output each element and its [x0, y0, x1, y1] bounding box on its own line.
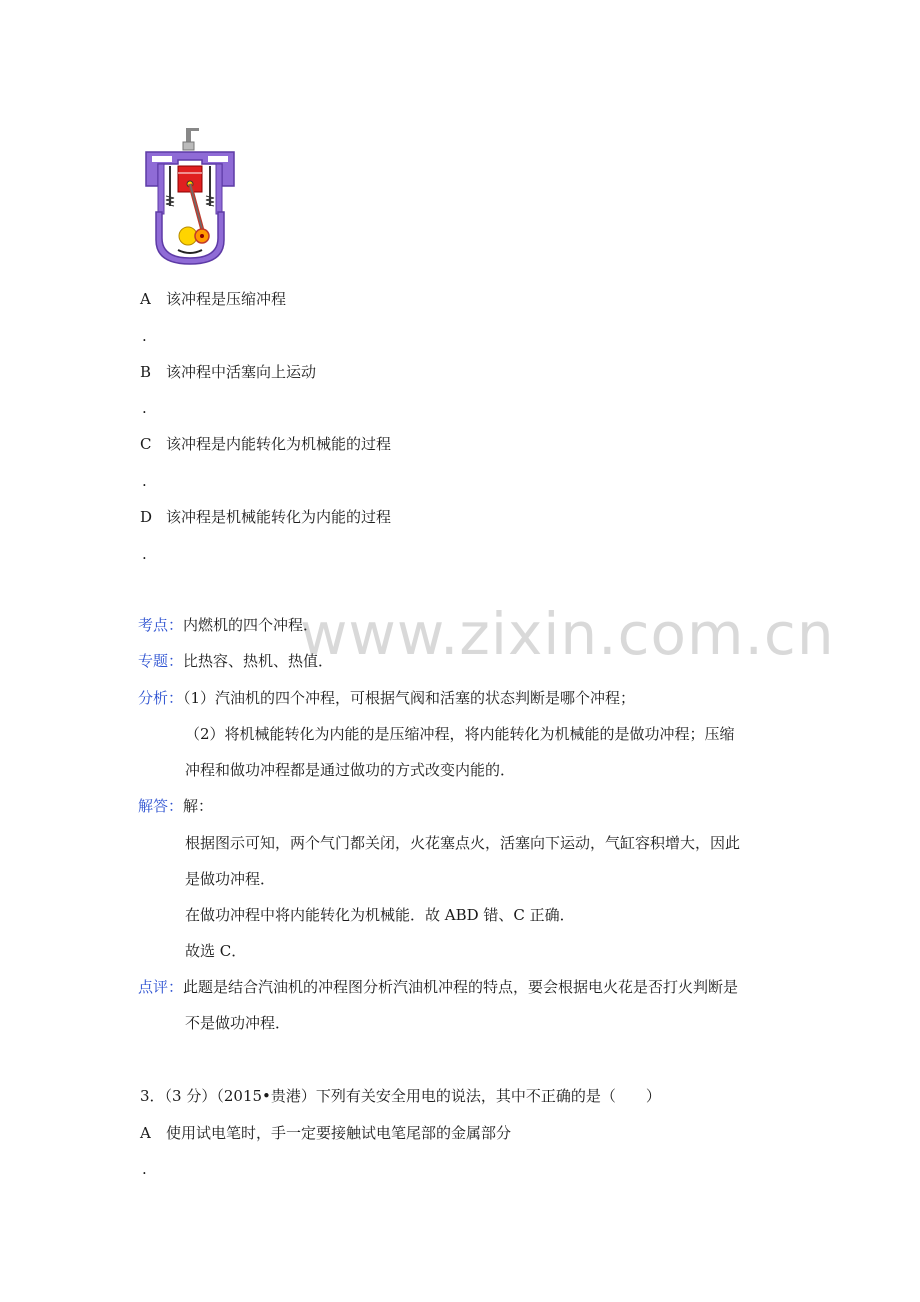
- q3-option-a: [140, 1123, 511, 1143]
- question-3-stem: 3．（3 分）（2015•贵港）下列有关安全用电的说法，其中不正确的是（ ）: [140, 1087, 661, 1105]
- fenxi-row: [138, 688, 635, 708]
- dianping-label: 点评：: [138, 978, 184, 996]
- dianping-line: 不是做功冲程．: [185, 1014, 291, 1032]
- option-d: [140, 507, 391, 527]
- jieda-label: 解答：: [138, 797, 184, 815]
- jieda-row: [138, 796, 213, 816]
- engine-diagram: [140, 126, 240, 270]
- option-letter: A: [140, 1124, 151, 1142]
- option-text: 该冲程是机械能转化为内能的过程: [166, 508, 392, 526]
- option-text: 该冲程中活塞向上运动: [166, 363, 317, 381]
- kaodian-label: 考点：: [138, 616, 184, 634]
- option-dot: .: [142, 472, 147, 490]
- watermark: www.zixin.com.cn: [300, 600, 835, 668]
- option-a: [140, 289, 286, 309]
- fenxi-line: （2）将机械能转化为内能的是压缩冲程，将内能转化为机械能的是做功冲程；压缩: [185, 725, 735, 743]
- option-c: [140, 434, 391, 454]
- option-letter: B: [140, 363, 152, 381]
- fenxi-line: （1）汽油机的四个冲程，可根据气阀和活塞的状态判断是哪个冲程；: [183, 689, 636, 707]
- option-dot: .: [142, 1160, 147, 1178]
- jieda-line: 在做功冲程中将内能转化为机械能．故 ABD 错、C 正确．: [185, 906, 575, 924]
- zhuanti-row: [138, 651, 333, 671]
- kaodian-text: 内燃机的四个冲程．: [183, 616, 319, 634]
- jieda-text: 解：: [183, 797, 214, 815]
- option-dot: .: [142, 545, 147, 563]
- zhuanti-label: 专题：: [138, 652, 184, 670]
- option-letter: D: [140, 508, 153, 526]
- option-dot: .: [142, 399, 147, 417]
- kaodian-row: [138, 615, 318, 635]
- jieda-line: 是做功冲程．: [185, 870, 276, 888]
- option-b: [140, 362, 316, 382]
- option-dot: .: [142, 327, 147, 345]
- option-text: 该冲程是内能转化为机械能的过程: [166, 435, 392, 453]
- jieda-line: 根据图示可知，两个气门都关闭，火花塞点火，活塞向下运动，气缸容积增大，因此: [185, 834, 741, 852]
- option-letter: C: [140, 435, 152, 453]
- fenxi-label: 分析：: [138, 689, 184, 707]
- dianping-line: 此题是结合汽油机的冲程图分析汽油机冲程的特点，要会根据电火花是否打火判断是: [183, 978, 739, 996]
- fenxi-line: 冲程和做功冲程都是通过做功的方式改变内能的．: [185, 761, 516, 779]
- dianping-row: [138, 977, 738, 997]
- jieda-line: 故选 C．: [185, 942, 247, 960]
- option-text: 使用试电笔时，手一定要接触试电笔尾部的金属部分: [166, 1124, 512, 1142]
- option-letter: A: [140, 290, 151, 308]
- zhuanti-text: 比热容、热机、热值．: [183, 652, 334, 670]
- option-text: 该冲程是压缩冲程: [166, 290, 287, 308]
